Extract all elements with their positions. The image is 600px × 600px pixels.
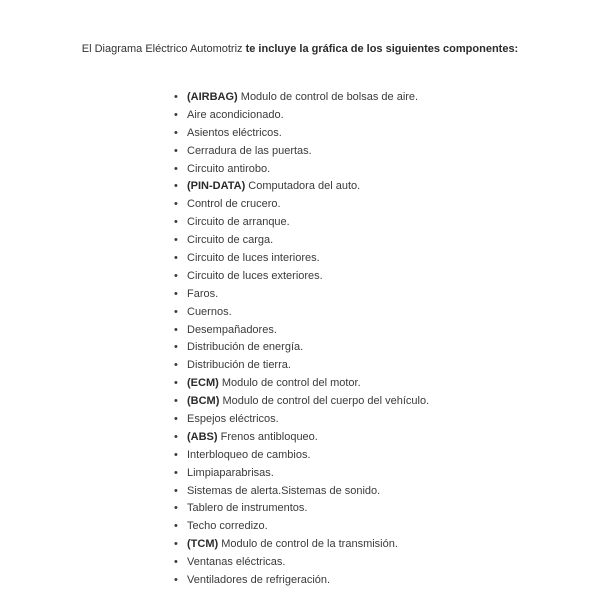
component-code: (BCM) [187,395,220,408]
bullet-icon: • [174,574,178,587]
component-name: Limpiaparabrisas. [187,466,274,479]
bullet-icon: • [174,180,178,193]
component-name: Aire acondicionado. [187,108,284,121]
component-name: Desempañadores. [187,323,277,336]
list-item [172,554,429,572]
bullet-icon: • [174,108,178,121]
intro-paragraph [60,41,540,58]
list-item [172,196,429,214]
list-item [172,214,429,232]
list-item [172,107,429,125]
component-name: Circuito de carga. [187,234,274,247]
component-name: Circuito de luces exteriores. [187,269,323,282]
list-item [172,89,429,107]
list-item [172,232,429,250]
bullet-icon: • [174,538,178,551]
component-name: Asientos eléctricos. [187,126,282,139]
list-item [172,143,429,161]
component-name: Modulo de control del motor. [218,377,361,390]
component-code: (AIRBAG) [187,91,238,103]
component-name: Control de crucero. [187,198,281,211]
component-name: Faros. [187,287,219,300]
list-item [172,429,429,447]
list-item [172,447,429,465]
list-item [172,375,429,393]
bullet-icon: • [174,484,178,497]
component-name: Distribución de tierra. [187,359,291,372]
component-name: Circuito de luces interiores. [187,252,320,265]
component-name: Modulo de control del cuerpo del vehículo. [219,395,430,408]
bullet-icon: • [174,252,178,265]
list-item [172,518,429,536]
list-item [172,500,429,518]
component-name: Tablero de instrumentos. [187,502,308,515]
bullet-icon: • [174,162,178,175]
bullet-icon: • [174,269,178,282]
bullet-icon: • [174,126,178,139]
list-item [172,268,429,286]
component-code: (ABS) [187,430,218,443]
list-item [172,322,429,340]
component-list [172,89,429,590]
list-item [172,178,429,196]
list-item [172,250,429,268]
bullet-icon: • [174,448,178,461]
component-name: Ventanas eléctricas. [187,556,286,569]
bullet-icon: • [174,91,178,103]
component-name: Computadora del auto. [245,180,361,193]
bullet-icon: • [174,287,178,300]
component-name: Interbloqueo de cambios. [187,448,311,461]
bullet-icon: • [174,413,178,426]
bullet-icon: • [174,395,178,408]
bullet-icon: • [174,305,178,318]
list-item [172,339,429,357]
list-item [172,286,429,304]
bullet-icon: • [174,502,178,515]
bullet-icon: • [174,430,178,443]
component-name: Espejos eléctricos. [187,413,279,426]
component-name: Modulo de control de la transmisión. [218,538,398,551]
bullet-icon: • [174,234,178,247]
bullet-icon: • [174,466,178,479]
component-code: (TCM) [187,538,219,551]
bullet-icon: • [174,520,178,533]
list-item [172,357,429,375]
bullet-icon: • [174,198,178,211]
component-name: Sistemas de alerta.Sistemas de sonido. [187,484,381,497]
list-item [172,483,429,501]
bullet-icon: • [174,323,178,336]
list-item [172,536,429,554]
component-code: (ECM) [187,377,219,390]
component-name: Modulo de control de bolsas de aire. [237,91,419,103]
component-name: Techo corredizo. [187,520,268,533]
bullet-icon: • [174,377,178,390]
list-item [172,465,429,483]
list-item [172,572,429,590]
bullet-icon: • [174,341,178,354]
component-name: Distribución de energía. [187,341,304,354]
list-item [172,161,429,179]
intro-text: El Diagrama Eléctrico Automotriz [81,43,246,55]
component-name: Circuito antirobo. [187,162,271,175]
bullet-icon: • [174,359,178,372]
component-name: Frenos antibloqueo. [217,430,318,443]
component-code: (PIN-DATA) [187,180,246,193]
list-item [172,393,429,411]
list-item [172,411,429,429]
list-item [172,304,429,322]
component-name: Ventiladores de refrigeración. [187,574,331,587]
list-item [172,125,429,143]
bullet-icon: • [174,556,178,569]
component-name: Circuito de arranque. [187,216,290,229]
bullet-icon: • [174,144,178,157]
intro-bold-text: te incluye la gráfica de los siguientes componentes: [245,43,519,55]
component-name: Cerradura de las puertas. [187,144,312,157]
bullet-icon: • [174,216,178,229]
component-name: Cuernos. [187,305,232,318]
